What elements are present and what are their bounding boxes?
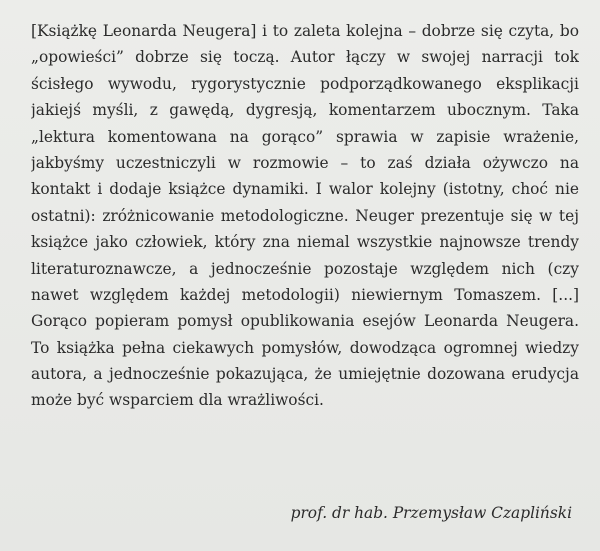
blurb-line: Gorąco popieram pomysł opublikowania esejów Leonarda Neugera. bbox=[31, 312, 579, 331]
blurb-line: [Książkę Leonarda Neugera] i to zaleta kolejna – dobrze się czyta, bo bbox=[31, 22, 579, 40]
blurb-line: nawet względem każdej metodologii) niewiernym Tomaszem. [...] bbox=[31, 285, 579, 304]
blurb-line: To książka pełna ciekawych pomysłów, dowodząca ogromnej wiedzy bbox=[31, 338, 579, 357]
blurb-line: ścisłego wywodu, rygorystycznie podporządkowanego eksplikacji bbox=[31, 74, 579, 93]
blurb-line: książce jako człowiek, który zna niemal wszystkie najnowsze trendy bbox=[31, 233, 579, 252]
blurb-line: jakbyśmy uczestniczyli w rozmowie – to zaś działa ożywczo na bbox=[31, 153, 579, 172]
blurb-line: jakiejś myśli, z gawędą, dygresją, komentarzem ubocznym. Taka bbox=[31, 101, 579, 120]
blurb-paragraph bbox=[31, 18, 579, 414]
blurb-line: autora, a jednocześnie pokazująca, że umiejętnie dozowana erudycja bbox=[31, 365, 579, 384]
blurb-line: „lektura komentowana na gorąco” sprawia w zapisie wrażenie, bbox=[31, 127, 579, 146]
blurb-line: ostatni): zróżnicowanie metodologiczne. Neuger prezentuje się w tej bbox=[31, 206, 579, 225]
blurb-line: literaturoznawcze, a jednocześnie pozostaje względem nich (czy bbox=[31, 259, 579, 278]
blurb-line: „opowieści” dobrze się toczą. Autor łączy w swojej narracji tok bbox=[31, 48, 579, 67]
blurb-line: może być wsparciem dla wrażliwości. bbox=[31, 391, 324, 410]
author-signature: prof. dr hab. Przemysław Czapliński bbox=[290, 504, 572, 522]
blurb-line: kontakt i dodaje książce dynamiki. I walor kolejny (istotny, choć nie bbox=[31, 180, 579, 199]
